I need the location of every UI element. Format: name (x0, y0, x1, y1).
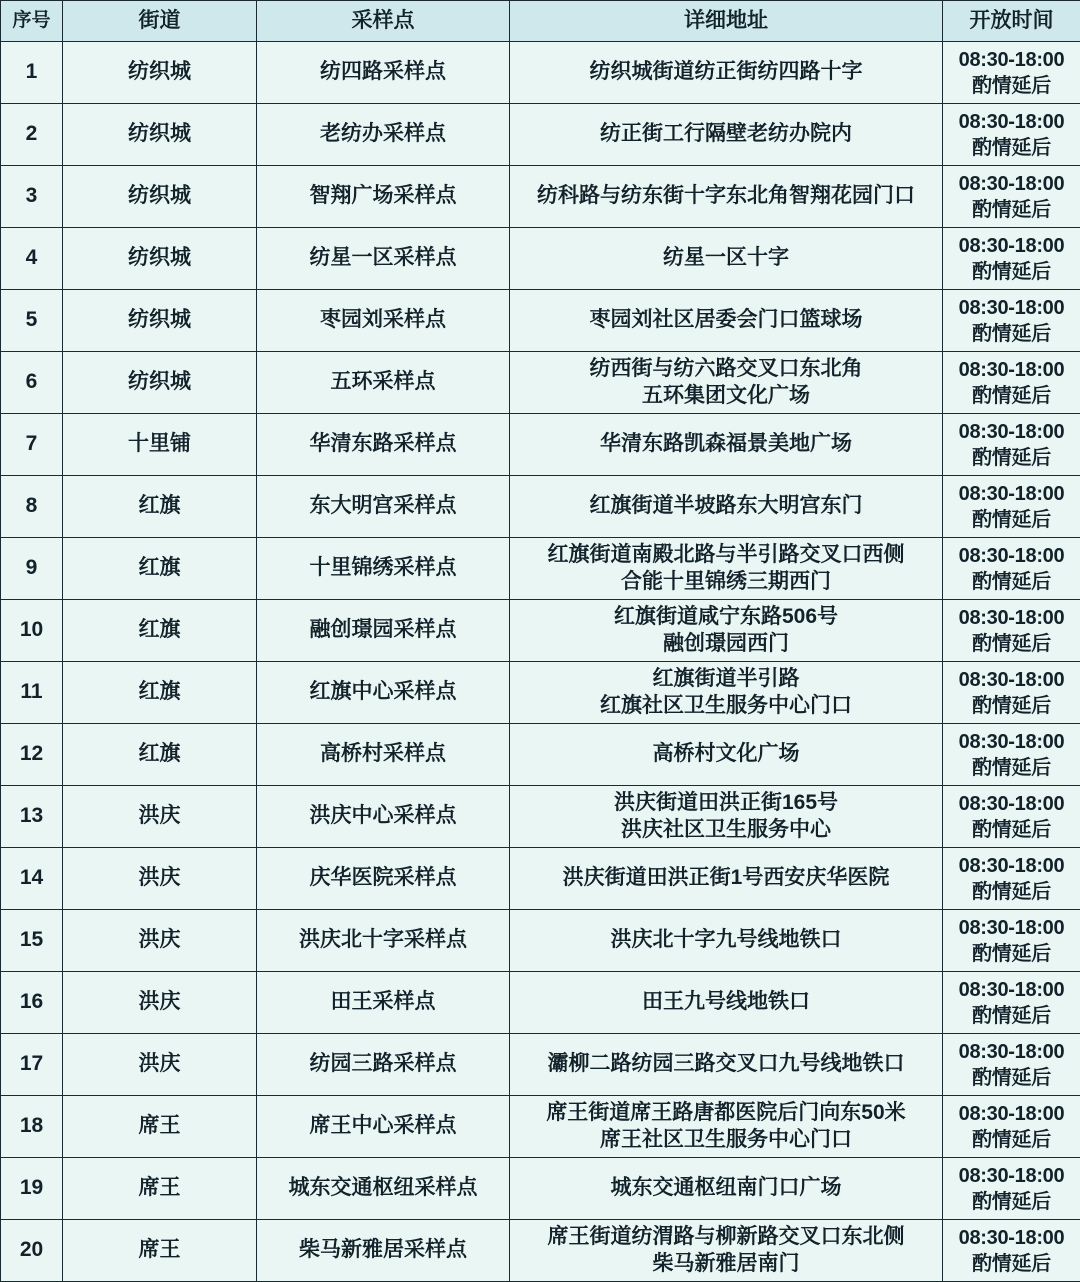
open-time-line: 08:30-18:00 (946, 171, 1077, 197)
address-line: 红旗社区卫生服务中心门口 (513, 693, 939, 720)
open-time-line: 酌情延后 (946, 507, 1077, 533)
cell-address (510, 848, 943, 910)
cell-street: 红旗 (63, 600, 257, 662)
cell-address (510, 972, 943, 1034)
cell-site: 智翔广场采样点 (257, 166, 510, 228)
address-line: 合能十里锦绣三期西门 (513, 569, 939, 596)
column-header-street: 街道 (63, 1, 257, 42)
open-time-line: 酌情延后 (946, 1189, 1077, 1215)
cell-street: 纺织城 (63, 42, 257, 104)
cell-site: 东大明宫采样点 (257, 476, 510, 538)
cell-address (510, 1034, 943, 1096)
open-time-line: 08:30-18:00 (946, 729, 1077, 755)
open-time-line: 酌情延后 (946, 197, 1077, 223)
open-time-line: 08:30-18:00 (946, 109, 1077, 135)
cell-index: 9 (1, 538, 63, 600)
table-row (1, 104, 1080, 166)
table-row (1, 166, 1080, 228)
cell-street: 十里铺 (63, 414, 257, 476)
cell-site: 纺园三路采样点 (257, 1034, 510, 1096)
column-header-index: 序号 (1, 1, 63, 42)
table-body (1, 42, 1080, 1282)
cell-address (510, 662, 943, 724)
cell-open-time (943, 600, 1080, 662)
cell-index: 18 (1, 1096, 63, 1158)
open-time-line: 08:30-18:00 (946, 419, 1077, 445)
cell-street: 席王 (63, 1220, 257, 1282)
cell-street: 纺织城 (63, 104, 257, 166)
address-line: 洪庆社区卫生服务中心 (513, 817, 939, 844)
cell-open-time (943, 476, 1080, 538)
address-line: 城东交通枢纽南门口广场 (513, 1175, 939, 1202)
table-row (1, 1096, 1080, 1158)
table-row (1, 228, 1080, 290)
open-time-line: 酌情延后 (946, 1003, 1077, 1029)
cell-street: 纺织城 (63, 352, 257, 414)
cell-index: 6 (1, 352, 63, 414)
address-line: 席王街道纺渭路与柳新路交叉口东北侧 (513, 1224, 939, 1251)
cell-site: 高桥村采样点 (257, 724, 510, 786)
open-time-line: 08:30-18:00 (946, 481, 1077, 507)
cell-street: 洪庆 (63, 910, 257, 972)
column-header-time: 开放时间 (943, 1, 1080, 42)
open-time-line: 酌情延后 (946, 321, 1077, 347)
cell-street: 洪庆 (63, 972, 257, 1034)
address-line: 柴马新雅居南门 (513, 1251, 939, 1278)
open-time-line: 08:30-18:00 (946, 1163, 1077, 1189)
address-line: 灞柳二路纺园三路交叉口九号线地铁口 (513, 1051, 939, 1078)
cell-address (510, 166, 943, 228)
cell-address (510, 104, 943, 166)
cell-index: 11 (1, 662, 63, 724)
table-row (1, 910, 1080, 972)
cell-address (510, 290, 943, 352)
cell-open-time (943, 1034, 1080, 1096)
open-time-line: 酌情延后 (946, 135, 1077, 161)
cell-street: 纺织城 (63, 166, 257, 228)
open-time-line: 08:30-18:00 (946, 233, 1077, 259)
table-row (1, 848, 1080, 910)
cell-site: 纺四路采样点 (257, 42, 510, 104)
cell-site: 枣园刘采样点 (257, 290, 510, 352)
open-time-line: 酌情延后 (946, 817, 1077, 843)
open-time-line: 酌情延后 (946, 445, 1077, 471)
cell-index: 17 (1, 1034, 63, 1096)
column-header-address: 详细地址 (510, 1, 943, 42)
cell-open-time (943, 724, 1080, 786)
address-line: 红旗街道咸宁东路506号 (513, 604, 939, 631)
table-row (1, 1034, 1080, 1096)
cell-index: 14 (1, 848, 63, 910)
address-line: 纺正街工行隔壁老纺办院内 (513, 121, 939, 148)
cell-index: 15 (1, 910, 63, 972)
address-line: 枣园刘社区居委会门口篮球场 (513, 307, 939, 334)
cell-open-time (943, 352, 1080, 414)
cell-site: 十里锦绣采样点 (257, 538, 510, 600)
open-time-line: 08:30-18:00 (946, 47, 1077, 73)
cell-site: 华清东路采样点 (257, 414, 510, 476)
cell-index: 10 (1, 600, 63, 662)
cell-index: 19 (1, 1158, 63, 1220)
address-line: 五环集团文化广场 (513, 383, 939, 410)
cell-address (510, 42, 943, 104)
open-time-line: 酌情延后 (946, 631, 1077, 657)
open-time-line: 酌情延后 (946, 693, 1077, 719)
address-line: 高桥村文化广场 (513, 741, 939, 768)
cell-street: 席王 (63, 1096, 257, 1158)
cell-site: 融创璟园采样点 (257, 600, 510, 662)
column-header-site: 采样点 (257, 1, 510, 42)
cell-street: 红旗 (63, 662, 257, 724)
cell-site: 城东交通枢纽采样点 (257, 1158, 510, 1220)
cell-index: 20 (1, 1220, 63, 1282)
open-time-line: 08:30-18:00 (946, 853, 1077, 879)
cell-open-time (943, 538, 1080, 600)
cell-index: 5 (1, 290, 63, 352)
table-row (1, 42, 1080, 104)
address-line: 融创璟园西门 (513, 631, 939, 658)
open-time-line: 酌情延后 (946, 1065, 1077, 1091)
table-row (1, 414, 1080, 476)
cell-site: 老纺办采样点 (257, 104, 510, 166)
open-time-line: 酌情延后 (946, 941, 1077, 967)
cell-site: 五环采样点 (257, 352, 510, 414)
table-row (1, 786, 1080, 848)
open-time-line: 酌情延后 (946, 1251, 1077, 1277)
open-time-line: 08:30-18:00 (946, 1101, 1077, 1127)
cell-site: 田王采样点 (257, 972, 510, 1034)
cell-address (510, 352, 943, 414)
open-time-line: 08:30-18:00 (946, 1225, 1077, 1251)
table-row (1, 972, 1080, 1034)
cell-site: 席王中心采样点 (257, 1096, 510, 1158)
cell-index: 12 (1, 724, 63, 786)
table-row (1, 476, 1080, 538)
cell-site: 柴马新雅居采样点 (257, 1220, 510, 1282)
cell-address (510, 1220, 943, 1282)
cell-site: 洪庆中心采样点 (257, 786, 510, 848)
cell-open-time (943, 42, 1080, 104)
cell-open-time (943, 786, 1080, 848)
cell-open-time (943, 848, 1080, 910)
cell-address (510, 1096, 943, 1158)
address-line: 纺星一区十字 (513, 245, 939, 272)
address-line: 洪庆街道田洪正街165号 (513, 790, 939, 817)
cell-index: 3 (1, 166, 63, 228)
cell-street: 红旗 (63, 476, 257, 538)
open-time-line: 08:30-18:00 (946, 977, 1077, 1003)
open-time-line: 酌情延后 (946, 569, 1077, 595)
address-line: 红旗街道南殿北路与半引路交叉口西侧 (513, 542, 939, 569)
cell-index: 8 (1, 476, 63, 538)
cell-address (510, 724, 943, 786)
cell-address (510, 414, 943, 476)
open-time-line: 08:30-18:00 (946, 915, 1077, 941)
cell-street: 红旗 (63, 724, 257, 786)
table-row (1, 662, 1080, 724)
address-line: 田王九号线地铁口 (513, 989, 939, 1016)
table-row (1, 1220, 1080, 1282)
open-time-line: 08:30-18:00 (946, 295, 1077, 321)
cell-street: 洪庆 (63, 1034, 257, 1096)
address-line: 华清东路凯森福景美地广场 (513, 431, 939, 458)
address-line: 洪庆北十字九号线地铁口 (513, 927, 939, 954)
cell-street: 席王 (63, 1158, 257, 1220)
cell-open-time (943, 290, 1080, 352)
open-time-line: 08:30-18:00 (946, 667, 1077, 693)
cell-street: 纺织城 (63, 228, 257, 290)
address-line: 席王社区卫生服务中心门口 (513, 1127, 939, 1154)
cell-street: 红旗 (63, 538, 257, 600)
address-line: 红旗街道半引路 (513, 666, 939, 693)
cell-address (510, 476, 943, 538)
cell-index: 2 (1, 104, 63, 166)
cell-open-time (943, 228, 1080, 290)
open-time-line: 08:30-18:00 (946, 605, 1077, 631)
table-header (1, 1, 1080, 42)
cell-street: 洪庆 (63, 848, 257, 910)
open-time-line: 酌情延后 (946, 73, 1077, 99)
open-time-line: 酌情延后 (946, 755, 1077, 781)
open-time-line: 08:30-18:00 (946, 1039, 1077, 1065)
open-time-line: 酌情延后 (946, 383, 1077, 409)
cell-index: 16 (1, 972, 63, 1034)
cell-open-time (943, 1096, 1080, 1158)
table-row (1, 600, 1080, 662)
cell-open-time (943, 166, 1080, 228)
cell-site: 纺星一区采样点 (257, 228, 510, 290)
table-row (1, 538, 1080, 600)
cell-open-time (943, 1158, 1080, 1220)
open-time-line: 08:30-18:00 (946, 543, 1077, 569)
cell-address (510, 228, 943, 290)
address-line: 席王街道席王路唐都医院后门向东50米 (513, 1100, 939, 1127)
cell-index: 1 (1, 42, 63, 104)
cell-address (510, 600, 943, 662)
cell-address (510, 910, 943, 972)
open-time-line: 酌情延后 (946, 879, 1077, 905)
cell-address (510, 538, 943, 600)
table-row (1, 290, 1080, 352)
cell-site: 红旗中心采样点 (257, 662, 510, 724)
cell-open-time (943, 662, 1080, 724)
open-time-line: 酌情延后 (946, 1127, 1077, 1153)
cell-site: 洪庆北十字采样点 (257, 910, 510, 972)
cell-address (510, 786, 943, 848)
table-row (1, 352, 1080, 414)
open-time-line: 08:30-18:00 (946, 791, 1077, 817)
cell-site: 庆华医院采样点 (257, 848, 510, 910)
address-line: 红旗街道半坡路东大明宫东门 (513, 493, 939, 520)
cell-open-time (943, 972, 1080, 1034)
cell-open-time (943, 104, 1080, 166)
open-time-line: 08:30-18:00 (946, 357, 1077, 383)
table-row (1, 724, 1080, 786)
cell-street: 纺织城 (63, 290, 257, 352)
table-row (1, 1158, 1080, 1220)
open-time-line: 酌情延后 (946, 259, 1077, 285)
cell-address (510, 1158, 943, 1220)
cell-index: 4 (1, 228, 63, 290)
cell-open-time (943, 414, 1080, 476)
cell-open-time (943, 910, 1080, 972)
address-line: 纺织城街道纺正街纺四路十字 (513, 59, 939, 86)
table-header-row (1, 1, 1080, 42)
address-line: 纺西街与纺六路交叉口东北角 (513, 356, 939, 383)
cell-street: 洪庆 (63, 786, 257, 848)
cell-open-time (943, 1220, 1080, 1282)
address-line: 纺科路与纺东街十字东北角智翔花园门口 (513, 183, 939, 210)
cell-index: 7 (1, 414, 63, 476)
cell-index: 13 (1, 786, 63, 848)
address-line: 洪庆街道田洪正街1号西安庆华医院 (513, 865, 939, 892)
